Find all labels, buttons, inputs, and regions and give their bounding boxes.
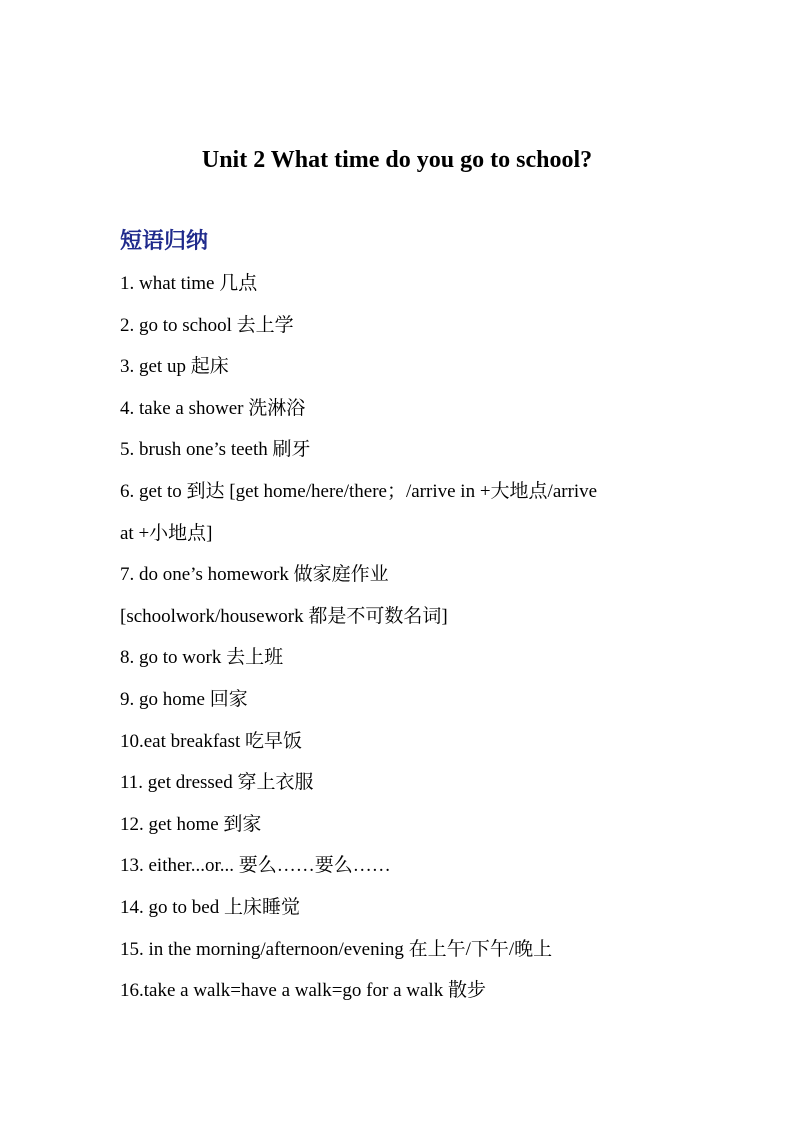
phrase-line: 16.take a walk=have a walk=go for a walk 散步 xyxy=(120,980,486,1001)
phrase-line: 6. get to 到达 [get home/here/there；/arrive in +大地点/arrive xyxy=(120,481,598,502)
section-heading-phrases: 短语归纳 xyxy=(120,228,209,253)
phrase-line: 8. go to work 去上班 xyxy=(120,647,284,668)
phrase-line: 15. in the morning/afternoon/evening 在上午/下午/晚上 xyxy=(120,939,553,960)
phrase-line: 5. brush one’s teeth 刷牙 xyxy=(120,439,311,460)
phrase-line-continuation: at +小地点] xyxy=(120,523,213,544)
phrase-line: 10.eat breakfast 吃早饭 xyxy=(120,731,303,752)
phrase-line: 11. get dressed 穿上衣服 xyxy=(120,772,314,793)
phrase-line: 3. get up 起床 xyxy=(120,356,229,377)
phrase-line: 2. go to school 去上学 xyxy=(120,315,294,336)
phrase-line: 12. get home 到家 xyxy=(120,814,262,835)
phrase-note: [schoolwork/housework 都是不可数名词] xyxy=(120,606,448,627)
phrase-line: 9. go home 回家 xyxy=(120,689,248,710)
phrase-line: 4. take a shower 洗淋浴 xyxy=(120,398,306,419)
document-title: Unit 2 What time do you go to school? xyxy=(201,147,593,173)
phrase-line: 14. go to bed 上床睡觉 xyxy=(120,897,300,918)
phrase-line: 13. either...or... 要么……要么…… xyxy=(120,855,391,876)
phrase-line: 7. do one’s homework 做家庭作业 xyxy=(120,564,389,585)
phrase-line: 1. what time 几点 xyxy=(120,273,258,294)
